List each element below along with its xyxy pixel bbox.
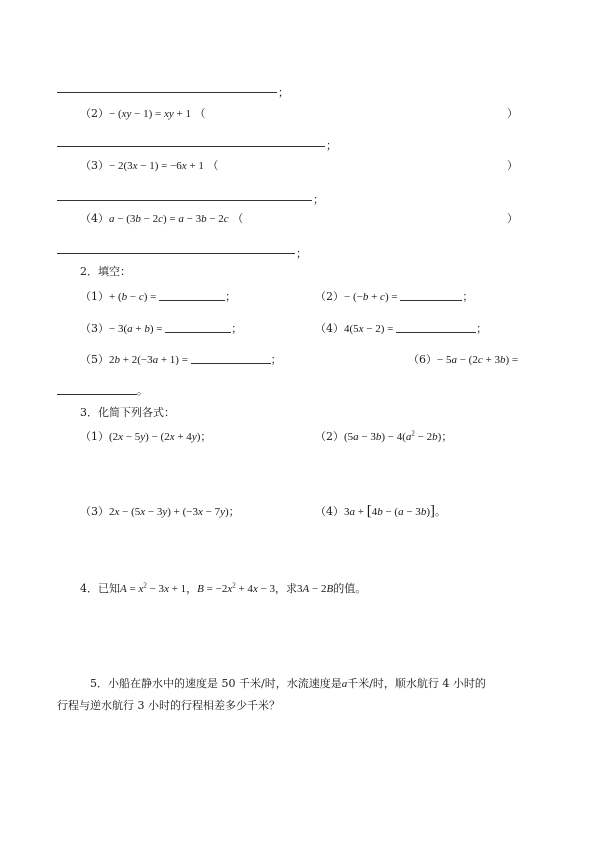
problem-4: 4．已知$A = x^2 - 3x + 1$，$B = -2x^2 + 4x - 3$，求3A − 2B的值。	[80, 581, 367, 595]
answer-line[interactable]	[57, 146, 325, 147]
problem-1-3: （3）− 2(3x − 1) = −6x + 1 （	[80, 159, 219, 172]
problem-3-3: （3）2x − (5x − 3y) + (−3x − 7y)；	[80, 505, 240, 518]
item-number: （5）	[80, 353, 109, 366]
problem-5-line-1: 5．小船在静水中的速度是 50 千米/时，水流速度是a千米/时，顺水航行 4 小时的	[90, 677, 486, 690]
item-number: （2）	[315, 430, 344, 443]
item-number: （3）	[80, 322, 109, 335]
problem-2-6: （6）− 5a − (2c + 3b) =	[408, 353, 519, 366]
fill-blank[interactable]	[159, 290, 225, 301]
item-number: （4）	[315, 505, 344, 518]
paren-right: ）	[507, 107, 518, 120]
fill-blank[interactable]	[400, 290, 462, 301]
item-number: （1）	[80, 290, 109, 303]
fill-blank[interactable]	[396, 322, 476, 333]
problem-2-6-answer: 。	[57, 382, 148, 398]
item-number: （6）	[408, 353, 437, 366]
semicolon: ；	[278, 86, 289, 99]
problem-2-2: （2）− (−b + c) = ；	[315, 290, 474, 303]
item-number: （1）	[80, 430, 109, 443]
fill-blank[interactable]	[165, 322, 231, 333]
problem-2-1: （1）+ (b − c) = ；	[80, 290, 237, 303]
paren-left: （	[194, 107, 206, 120]
paren-right: ）	[507, 159, 518, 172]
problem-5-line-2: 行程与逆水航行 3 小时的行程相差多少千米？	[57, 699, 280, 712]
answer-line[interactable]	[57, 253, 295, 254]
problem-1-4: （4）a − (3b − 2c) = a − 3b − 2c （	[80, 212, 244, 225]
problem-2-4: （4）4(5x − 2) = ；	[315, 322, 488, 335]
item-number: （2）	[315, 290, 344, 303]
item-number: （4）	[315, 322, 344, 335]
paren-left: （	[207, 159, 219, 172]
answer-line[interactable]	[57, 200, 312, 201]
problem-2-3: （3）− 3(a + b) = ；	[80, 322, 243, 335]
item-number: （4）	[80, 212, 109, 225]
section-2-title: 2．填空：	[80, 265, 131, 278]
problem-1-2: （2）− (xy − 1) = xy + 1 （	[80, 107, 206, 120]
fill-blank[interactable]	[191, 353, 271, 364]
section-3-title: 3．化简下列各式：	[80, 406, 175, 419]
fill-blank[interactable]	[57, 384, 137, 395]
problem-3-4: （4）3a + [4b − (a − 3b)]。	[315, 503, 446, 519]
semicolon: ；	[313, 193, 324, 206]
paren-left: （	[232, 212, 244, 225]
item-number: （3）	[80, 505, 109, 518]
item-number: （3）	[80, 159, 109, 172]
semicolon: ；	[296, 247, 307, 260]
answer-line[interactable]	[57, 92, 277, 93]
problem-2-5: （5）2b + 2(−3a + 1) = ；	[80, 353, 282, 366]
semicolon: ；	[326, 139, 337, 152]
problem-3-1: （1）(2x − 5y) − (2x + 4y)；	[80, 430, 212, 443]
item-number: （2）	[80, 107, 109, 120]
paren-right: ）	[507, 212, 518, 225]
problem-3-2: $(2)(5a - 3b) - 4(a^2 - 2b)$；	[315, 429, 453, 443]
